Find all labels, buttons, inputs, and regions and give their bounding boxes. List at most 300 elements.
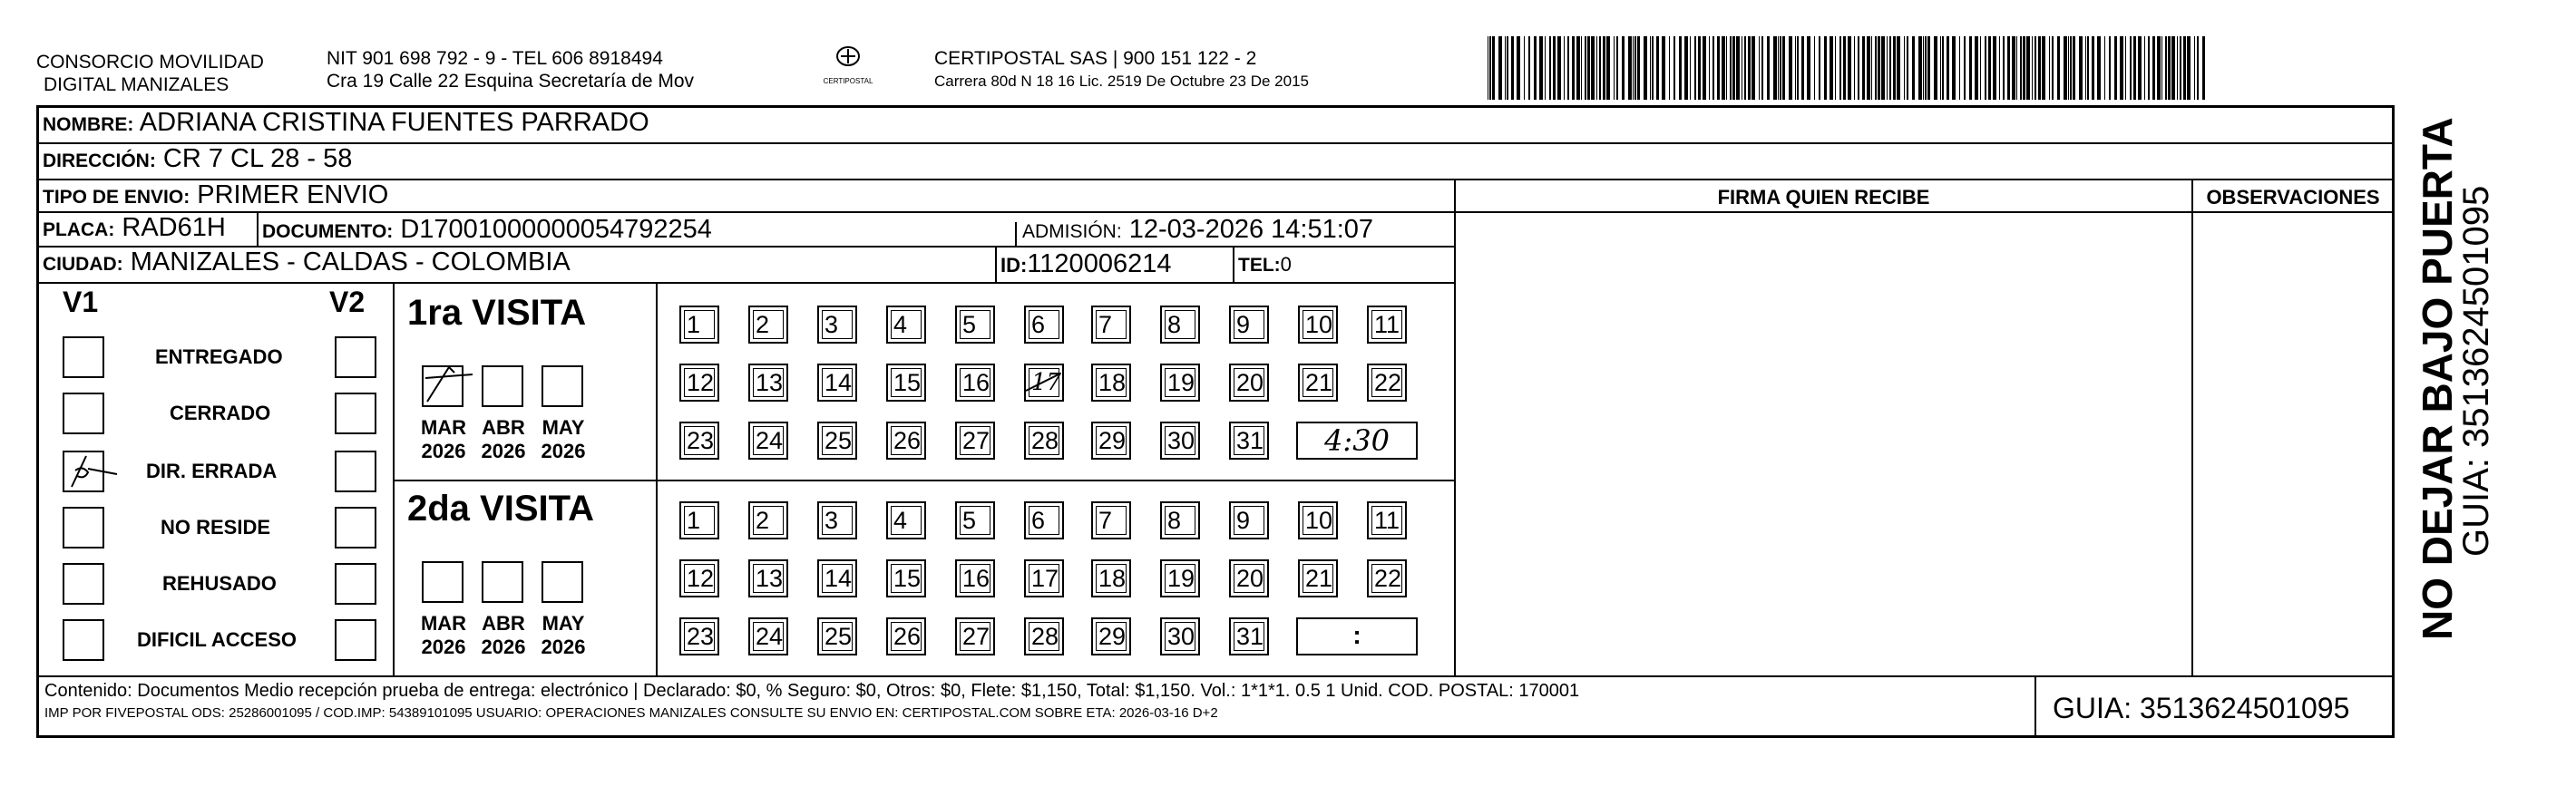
month-year: 2026 <box>421 636 466 658</box>
barcode-bar <box>1969 36 1972 100</box>
observaciones-header: OBSERVACIONES <box>2206 186 2380 209</box>
day-box[interactable]: 8 <box>1160 306 1200 344</box>
barcode-bar <box>1807 36 1810 100</box>
barcode-bar <box>1980 36 1981 100</box>
firma-header: FIRMA QUIEN RECIBE <box>1717 186 1930 209</box>
barcode-bar <box>2003 36 2005 100</box>
barcode-bar <box>2057 36 2060 100</box>
observaciones-area[interactable] <box>2195 215 2389 674</box>
day-box[interactable]: 5 <box>955 306 995 344</box>
status-label: ENTREGADO <box>155 345 283 368</box>
barcode-bar <box>2034 36 2036 100</box>
logo-icon <box>830 44 866 73</box>
month-label <box>474 612 532 659</box>
barcode-bar <box>2125 36 2126 100</box>
barcode-bar <box>1927 36 1930 100</box>
day-box[interactable]: 9 <box>1229 501 1269 539</box>
footer-line2: IMP POR FIVEPOSTAL ODS: 25286001095 / COD.IMP: 54389101095 USUARIO: OPERACIONES MANIZALES CONSULTE SU ENVIO EN: CERTIPOSTAL.COM SOBRE ETA: 2026-03-16 D+2 <box>44 705 1218 721</box>
month-checkbox[interactable] <box>482 561 523 603</box>
v2-header: V2 <box>329 286 366 318</box>
barcode-bar <box>2012 36 2015 100</box>
barcode-bar <box>1511 36 1514 100</box>
day-box[interactable]: 3 <box>817 306 857 344</box>
barcode-bar <box>2052 36 2054 100</box>
day-box[interactable]: 2 <box>748 306 788 344</box>
barcode-bar <box>1848 36 1851 100</box>
month-year: 2026 <box>421 440 466 462</box>
day-box[interactable]: 27 <box>955 422 995 460</box>
barcode-bar <box>1650 36 1651 100</box>
barcode-bar <box>1830 36 1833 100</box>
barcode-bar <box>1942 36 1944 100</box>
day-box[interactable]: 24 <box>748 617 788 655</box>
barcode-bar <box>1712 36 1714 100</box>
status-label: DIR. ERRADA <box>146 460 278 482</box>
status-v2-checkbox[interactable] <box>335 451 376 492</box>
day-box[interactable]: 4 <box>886 306 926 344</box>
placa-label: PLACA: <box>43 219 115 240</box>
documento-label: DOCUMENTO: <box>262 221 394 242</box>
barcode-bar <box>1988 36 1991 100</box>
admision-label: ADMISIÓN: <box>1022 221 1122 242</box>
barcode-bar <box>1795 36 1796 100</box>
barcode-bar <box>2177 36 2178 100</box>
day-box[interactable]: 1 <box>679 306 719 344</box>
day-box[interactable]: 26 <box>886 617 926 655</box>
day-box[interactable]: 28 <box>1024 422 1064 460</box>
day-box[interactable]: 10 <box>1298 306 1338 344</box>
second-visit-time[interactable]: : <box>1296 617 1418 655</box>
month-checkbox[interactable] <box>482 365 523 407</box>
footer-guia: GUIA: 3513624501095 <box>2053 692 2350 724</box>
barcode-bar <box>1964 36 1966 100</box>
barcode-bar <box>1596 36 1597 100</box>
day-box[interactable]: 4 <box>886 501 926 539</box>
barcode-bar <box>1925 36 1927 100</box>
barcode-bar <box>1918 36 1922 100</box>
barcode-bar <box>2130 36 2132 100</box>
barcode-bar <box>1505 36 1506 100</box>
ciudad-value: MANIZALES - CALDAS - COLOMBIA <box>130 248 571 277</box>
status-v2-checkbox[interactable] <box>335 507 376 548</box>
day-box[interactable]: 20 <box>1229 559 1269 597</box>
barcode-bar <box>2079 36 2083 100</box>
day-box[interactable]: 2 <box>748 501 788 539</box>
documento-field <box>262 215 712 245</box>
month-name: MAY <box>542 612 585 635</box>
barcode-bar <box>1652 36 1654 100</box>
status-label: DIFICIL ACCESO <box>137 628 298 651</box>
barcode-bar <box>1907 36 1908 100</box>
status-label: CERRADO <box>170 402 271 424</box>
barcode-bar <box>1975 36 1978 100</box>
barcode-bar <box>1887 36 1888 100</box>
barcode-bar <box>1761 36 1763 100</box>
day-box[interactable]: 28 <box>1024 617 1064 655</box>
day-box[interactable]: 13 <box>748 364 788 402</box>
day-box[interactable]: 6 <box>1024 306 1064 344</box>
day-box[interactable]: 27 <box>955 617 995 655</box>
firma-area[interactable] <box>1458 215 2189 674</box>
side-warning: NO DEJAR BAJO PUERTA <box>2414 117 2461 640</box>
day-box[interactable]: 6 <box>1024 501 1064 539</box>
barcode-bar <box>2157 36 2161 100</box>
barcode-bar <box>1553 36 1556 100</box>
barcode-bar <box>1534 36 1537 100</box>
id-label: ID: <box>1000 254 1028 277</box>
tel-label: TEL: <box>1238 255 1281 276</box>
day-box[interactable]: 22 <box>1367 559 1407 597</box>
day-box[interactable]: 16 <box>955 559 995 597</box>
day-box[interactable]: 24 <box>748 422 788 460</box>
day-box[interactable]: 3 <box>817 501 857 539</box>
status-v2-checkbox[interactable] <box>335 619 376 661</box>
direccion-label: DIRECCIÓN: <box>43 150 156 171</box>
barcode-bar <box>1824 36 1827 100</box>
barcode-bar <box>1726 36 1727 100</box>
day-box[interactable]: 29 <box>1091 617 1131 655</box>
barcode-bar <box>1748 36 1751 100</box>
barcode-bar <box>1557 36 1561 100</box>
id-value: 1120006214 <box>1027 249 1172 278</box>
company-contact <box>327 47 694 92</box>
strike-mark-icon <box>1022 365 1077 402</box>
day-box[interactable]: 31 <box>1229 422 1269 460</box>
day-box[interactable]: 22 <box>1367 364 1407 402</box>
barcode-bar <box>2114 36 2117 100</box>
barcode-bar <box>1587 36 1590 100</box>
admision-value: 12-03-2026 14:51:07 <box>1128 215 1374 244</box>
barcode-bar <box>1878 36 1880 100</box>
courier-line1: CERTIPOSTAL SAS | 900 151 122 - 2 <box>934 48 1257 69</box>
status-v2-checkbox[interactable] <box>335 393 376 434</box>
barcode-bar <box>2042 36 2045 100</box>
barcode-bar <box>1835 36 1836 100</box>
barcode-bar <box>1871 36 1872 100</box>
id-field <box>1000 249 1171 279</box>
day-box[interactable]: 7 <box>1091 501 1131 539</box>
barcode-bar <box>1751 36 1755 100</box>
month-label <box>474 416 532 463</box>
barcode-bar <box>2020 36 2022 100</box>
barcode-bar <box>1780 36 1781 100</box>
day-box[interactable]: 12 <box>679 364 719 402</box>
barcode-bar <box>2016 36 2017 100</box>
day-box[interactable]: 8 <box>1160 501 1200 539</box>
month-year: 2026 <box>541 440 586 462</box>
barcode-bar <box>1999 36 2000 100</box>
barcode-bar <box>1722 36 1725 100</box>
month-year: 2026 <box>541 636 586 658</box>
day-box[interactable]: 18 <box>1091 364 1131 402</box>
month-checkbox[interactable] <box>422 561 463 603</box>
barcode-bar <box>2068 36 2069 100</box>
barcode-bar <box>1862 36 1865 100</box>
status-label: NO RESIDE <box>161 516 271 539</box>
barcode-bar <box>1814 36 1815 100</box>
barcode <box>1488 0 2213 104</box>
barcode-bar <box>1684 36 1688 100</box>
status-v1-checkbox[interactable] <box>63 563 104 605</box>
status-v1-checkbox[interactable] <box>63 507 104 548</box>
direccion-value: CR 7 CL 28 - 58 <box>162 144 353 173</box>
barcode-bar <box>1959 36 1960 100</box>
barcode-bar <box>1662 36 1665 100</box>
barcode-bar <box>2138 36 2142 100</box>
barcode-bar <box>2168 36 2171 100</box>
barcode-bar <box>2183 36 2186 100</box>
day-box[interactable]: 5 <box>955 501 995 539</box>
barcode-bar <box>2202 36 2205 100</box>
barcode-bar <box>1576 36 1580 100</box>
barcode-bar <box>1952 36 1956 100</box>
day-box[interactable]: 29 <box>1091 422 1131 460</box>
barcode-bar <box>1528 36 1530 100</box>
admision-field <box>1022 215 1373 245</box>
day-box[interactable]: 19 <box>1160 364 1200 402</box>
barcode-bar <box>2023 36 2025 100</box>
barcode-bar <box>1603 36 1605 100</box>
logo-text: CERTIPOSTAL <box>823 77 873 85</box>
barcode-bar <box>1644 36 1647 100</box>
barcode-bar <box>1517 36 1520 100</box>
barcode-bar <box>1567 36 1569 100</box>
barcode-bar <box>1843 36 1846 100</box>
day-box[interactable]: 9 <box>1229 306 1269 344</box>
barcode-bar <box>1947 36 1949 100</box>
day-box[interactable]: 21 <box>1298 364 1338 402</box>
nit-line: NIT 901 698 792 - 9 - TEL 606 8918494 <box>327 48 663 69</box>
company-name-line1: CONSORCIO MOVILIDAD <box>36 52 264 73</box>
barcode-bar <box>1498 36 1502 100</box>
month-name: MAR <box>420 612 467 635</box>
day-box[interactable]: 10 <box>1298 501 1338 539</box>
side-guia: GUIA: 3513624501095 <box>2456 185 2496 557</box>
barcode-bar <box>1797 36 1799 100</box>
day-box[interactable]: 30 <box>1160 617 1200 655</box>
barcode-bar <box>2120 36 2123 100</box>
barcode-bar <box>2064 36 2067 100</box>
barcode-bar <box>2197 36 2199 100</box>
marked-day: 17 <box>1031 369 1062 396</box>
barcode-bar <box>1993 36 1996 100</box>
certipostal-logo <box>816 44 880 98</box>
barcode-bar <box>2070 36 2072 100</box>
day-box[interactable]: 14 <box>817 364 857 402</box>
day-box[interactable]: 21 <box>1298 559 1338 597</box>
barcode-bar <box>2104 36 2105 100</box>
barcode-bar <box>1690 36 1691 100</box>
barcode-bar <box>1893 36 1896 100</box>
barcode-bar <box>1679 36 1682 100</box>
barcode-bar <box>1839 36 1841 100</box>
day-box[interactable] <box>1024 364 1064 402</box>
day-box[interactable]: 30 <box>1160 422 1200 460</box>
barcode-bar <box>1622 36 1625 100</box>
barcode-bar <box>2165 36 2167 100</box>
day-box[interactable]: 17 <box>1024 559 1064 597</box>
barcode-bar <box>1867 36 1870 100</box>
barcode-bar <box>2049 36 2050 100</box>
barcode-bar <box>2194 36 2195 100</box>
barcode-bar <box>1633 36 1634 100</box>
check-mark-icon <box>66 452 121 492</box>
barcode-bar <box>2026 36 2030 100</box>
barcode-bar <box>1694 36 1696 100</box>
barcode-bar <box>1585 36 1586 100</box>
barcode-bar <box>2109 36 2111 100</box>
courier-line2: Carrera 80d N 18 16 Lic. 2519 De Octubre 23 De 2015 <box>934 73 1309 90</box>
tel-value: 0 <box>1280 253 1292 276</box>
barcode-bar <box>1634 36 1636 100</box>
status-label: REHUSADO <box>162 572 277 595</box>
barcode-bar <box>1572 36 1575 100</box>
row-tipo <box>39 180 1454 213</box>
status-v2-checkbox[interactable] <box>335 563 376 605</box>
barcode-bar <box>2087 36 2089 100</box>
barcode-bar <box>1923 36 1924 100</box>
barcode-bar <box>1637 36 1640 100</box>
month-name: ABR <box>482 612 525 635</box>
barcode-bar <box>2152 36 2155 100</box>
barcode-bar <box>1819 36 1820 100</box>
barcode-bar <box>1782 36 1785 100</box>
barcode-bar <box>1581 36 1582 100</box>
barcode-bar <box>1730 36 1732 100</box>
tel-field <box>1238 253 1292 277</box>
footer-contents <box>44 681 2040 721</box>
barcode-bar <box>1940 36 1941 100</box>
barcode-bar <box>1897 36 1900 100</box>
status-v1-checkbox[interactable] <box>63 619 104 661</box>
barcode-bar <box>1732 36 1735 100</box>
barcode-bar <box>2144 36 2145 100</box>
day-box[interactable]: 19 <box>1160 559 1200 597</box>
documento-value: D17001000000054792254 <box>400 215 712 244</box>
day-box[interactable]: 15 <box>886 364 926 402</box>
company-name-line2: DIGITAL MANIZALES <box>44 74 229 95</box>
day-box[interactable]: 23 <box>679 617 719 655</box>
day-box[interactable]: 18 <box>1091 559 1131 597</box>
day-box[interactable]: 1 <box>679 501 719 539</box>
day-box[interactable]: 14 <box>817 559 857 597</box>
company-name <box>36 51 264 96</box>
barcode-bar <box>1549 36 1551 100</box>
nombre-value: ADRIANA CRISTINA FUENTES PARRADO <box>139 108 649 137</box>
barcode-bar <box>1934 36 1937 100</box>
barcode-bar <box>2097 36 2101 100</box>
barcode-bar <box>1545 36 1546 100</box>
day-box[interactable]: 11 <box>1367 501 1407 539</box>
month-year: 2026 <box>481 440 526 462</box>
barcode-bar <box>1912 36 1915 100</box>
address-line: Cra 19 Calle 22 Esquina Secretaría de Mov <box>327 71 695 92</box>
barcode-bar <box>1628 36 1632 100</box>
barcode-bar <box>2180 36 2181 100</box>
day-box[interactable]: 26 <box>886 422 926 460</box>
barcode-bar <box>1489 36 1491 100</box>
month-checkbox[interactable] <box>542 365 583 407</box>
barcode-bar <box>1736 36 1740 100</box>
barcode-bar <box>1801 36 1804 100</box>
barcode-bar <box>1616 36 1618 100</box>
barcode-bar <box>2133 36 2136 100</box>
barcode-bar <box>2161 36 2162 100</box>
day-box[interactable]: 25 <box>817 617 857 655</box>
tipo-value: PRIMER ENVIO <box>197 180 389 209</box>
status-v1-checkbox[interactable] <box>63 393 104 434</box>
tipo-label: TIPO DE ENVIO: <box>43 187 190 208</box>
barcode-bar <box>1759 36 1760 100</box>
first-visit-time[interactable]: 4:30 <box>1296 422 1418 460</box>
barcode-bar <box>2187 36 2191 100</box>
row-direccion <box>39 144 2392 180</box>
month-label <box>415 416 473 463</box>
day-box[interactable]: 7 <box>1091 306 1131 344</box>
status-v2-checkbox[interactable] <box>335 336 376 378</box>
barcode-bar <box>1875 36 1877 100</box>
barcode-bar <box>2092 36 2094 100</box>
barcode-bar <box>1673 36 1675 100</box>
barcode-bar <box>1889 36 1891 100</box>
day-box[interactable]: 31 <box>1229 617 1269 655</box>
month-label <box>415 612 473 659</box>
barcode-bar <box>1492 36 1495 100</box>
day-box[interactable]: 12 <box>679 559 719 597</box>
barcode-bar <box>1854 36 1855 100</box>
barcode-bar <box>1669 36 1670 100</box>
barcode-bar <box>1709 36 1710 100</box>
status-v1-checkbox[interactable] <box>63 451 104 492</box>
barcode-bar <box>1539 36 1543 100</box>
barcode-bar <box>2032 36 2033 100</box>
barcode-bar <box>2073 36 2075 100</box>
month-name: MAR <box>420 416 467 439</box>
day-box[interactable]: 25 <box>817 422 857 460</box>
day-box[interactable]: 15 <box>886 559 926 597</box>
barcode-bar <box>1507 36 1508 100</box>
day-box[interactable]: 23 <box>679 422 719 460</box>
barcode-bar <box>1564 36 1565 100</box>
barcode-bar <box>2007 36 2010 100</box>
day-box[interactable]: 13 <box>748 559 788 597</box>
footer-line1: Contenido: Documentos Medio recepción prueba de entrega: electrónico | Declarado: $0, % Seguro: $0, Otros: $0, Flete: $1,150, Total: $1,150. Vol.: 1*1*1. 0.5 1 Unid. COD. POSTAL: 170001 <box>44 681 1580 701</box>
barcode-bar <box>1881 36 1885 100</box>
delivery-form <box>36 105 2395 738</box>
barcode-bar <box>1614 36 1615 100</box>
month-checkbox[interactable] <box>422 365 463 407</box>
placa-value: RAD61H <box>122 213 226 242</box>
month-checkbox[interactable] <box>542 561 583 603</box>
barcode-bar <box>2171 36 2175 100</box>
second-visit-title: 2da VISITA <box>407 489 594 529</box>
nombre-label: NOMBRE: <box>43 114 134 135</box>
barcode-bar <box>1524 36 1525 100</box>
barcode-bar <box>2085 36 2086 100</box>
barcode-bar <box>1744 36 1746 100</box>
status-v1-checkbox[interactable] <box>63 336 104 378</box>
day-box[interactable]: 11 <box>1367 306 1407 344</box>
courier-info <box>934 47 1309 92</box>
day-box[interactable]: 20 <box>1229 364 1269 402</box>
month-name: ABR <box>482 416 525 439</box>
day-box[interactable]: 16 <box>955 364 995 402</box>
barcode-bar <box>1599 36 1601 100</box>
check-mark-icon <box>418 360 476 405</box>
barcode-bar <box>1591 36 1595 100</box>
row-nombre <box>39 108 2392 144</box>
month-year: 2026 <box>481 636 526 658</box>
